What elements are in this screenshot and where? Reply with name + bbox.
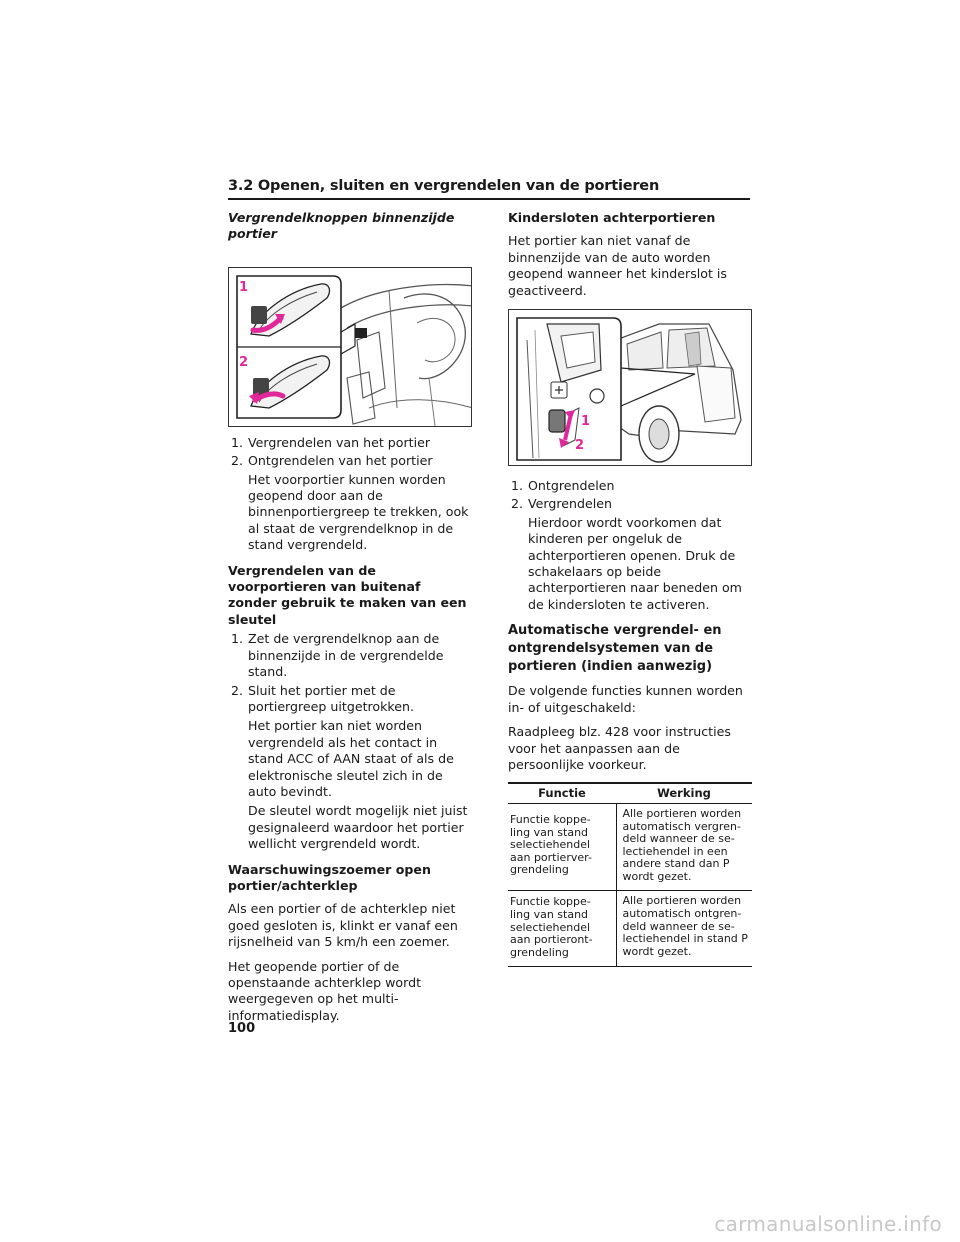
child-lock-figure	[508, 309, 752, 466]
door-lock-note: Het voorportier kunnen worden geopend door aan de binnenportiergreep te trekken, ook al staat de vergrendelknop in de stand vergrendeld.	[248, 471, 469, 553]
outside-lock-heading: Vergrendelen van de voorportieren van buitenaf zonder gebruik te maken van een sleutel	[228, 562, 467, 627]
door-lock-figure	[228, 267, 472, 427]
table-row	[508, 803, 752, 891]
child-lock-illustration	[509, 310, 752, 466]
table-cell: Alle portieren worden automatisch ontgren- deld wanneer de se- lectiehendel in stand P wordt gezet.	[616, 891, 752, 967]
list-item: 2. Sluit het portier met de portiergreep uitgetrokken.	[231, 682, 414, 714]
function-table	[508, 782, 752, 967]
table-header-functie: Functie	[508, 783, 616, 803]
section-title: 3.2 Openen, sluiten en vergrendelen van de portieren	[228, 178, 660, 194]
figure-label-2: 2	[239, 354, 249, 370]
child-lock-heading: Kindersloten achterportieren	[508, 210, 716, 225]
auto-lock-paragraph: Raadpleeg blz. 428 voor instructies voor het aanpassen aan de persoonlijke voorkeur.	[508, 724, 731, 772]
buzzer-paragraph: Het geopende portier of de openstaande achterklep wordt weergegeven op het multi-informatiedisplay.	[228, 958, 422, 1023]
list-item: 1. Vergrendelen van het portier	[231, 434, 431, 450]
door-lock-illustration	[229, 268, 472, 427]
auto-lock-heading: Automatische vergrendel- en ontgrendelsystemen van de portieren (indien aanwezig)	[508, 623, 722, 675]
left-column	[228, 210, 472, 1024]
table-cell: Alle portieren worden automatisch vergren- deld wanneer de se- lectiehendel in een andere stand dan P wordt gezet.	[616, 803, 752, 891]
figure-label-1: 1	[581, 414, 591, 430]
list-item: 2. Vergrendelen	[511, 496, 612, 512]
child-lock-steps	[508, 478, 752, 513]
table-header-werking: Werking	[616, 783, 752, 803]
buzzer-paragraph: Als een portier of de achterklep niet goed gesloten is, klinkt er vanaf een rijsnelheid van 5 km/h een zoemer.	[228, 901, 458, 950]
list-item: 1. Zet de vergrendelknop aan de binnenzijde in de vergrendelde stand.	[231, 631, 444, 680]
door-lock-steps	[228, 435, 472, 470]
outside-lock-steps	[228, 631, 472, 715]
auto-lock-paragraph: De volgende functies kunnen worden in- of uitgeschakeld:	[508, 683, 743, 715]
door-lock-heading: Vergrendelknoppen binnenzijde portier	[228, 210, 455, 242]
right-column	[508, 210, 752, 967]
child-lock-intro: Het portier kan niet vanaf de binnenzijde van de auto worden geopend wanneer het kinderslot is geactiveerd.	[508, 233, 727, 298]
figure-label-2: 2	[575, 438, 585, 454]
table-cell: Functie koppe- ling van stand selectiehendel aan portierver- grendeling	[508, 803, 616, 891]
outside-lock-note: De sleutel wordt mogelijk niet juist gesignaleerd waardoor het portier wellicht vergrendeld wordt.	[248, 803, 468, 852]
child-lock-note: Hierdoor wordt voorkomen dat kinderen per ongeluk de achterportieren openen. Druk de schakelaars op beide achterportieren naar beneden om de kindersloten te activeren.	[528, 514, 742, 612]
figure-label-1: 1	[239, 279, 249, 295]
title-rule	[228, 198, 750, 200]
table-row	[508, 891, 752, 967]
buzzer-heading: Waarschuwingszoemer open portier/achterklep	[228, 861, 431, 893]
watermark: carmanualsonline.info	[714, 1212, 942, 1236]
outside-lock-note: Het portier kan niet worden vergrendeld als het contact in stand ACC of AAN staat of als de elektronische sleutel zich in de auto bevindt.	[248, 718, 454, 799]
table-cell: Functie koppe- ling van stand selectiehendel aan portieront- grendeling	[508, 891, 616, 967]
list-item: 1. Ontgrendelen	[511, 478, 615, 494]
page-number: 100	[228, 1021, 256, 1036]
list-item: 2. Ontgrendelen van het portier	[231, 453, 433, 469]
